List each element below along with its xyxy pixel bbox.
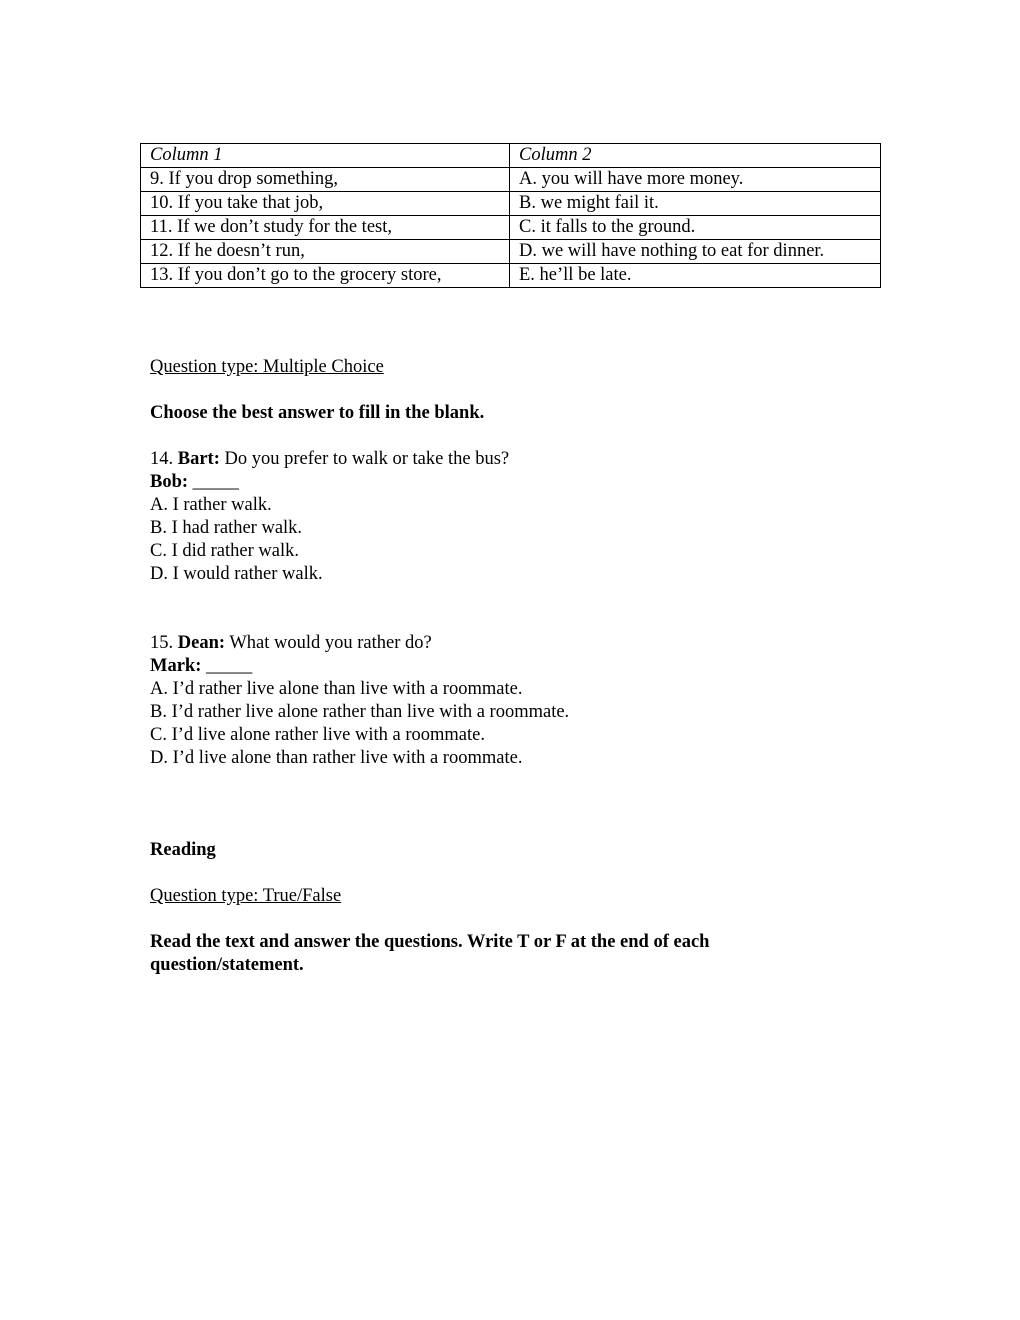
reading-instruction-line-1: Read the text and answer the questions. Write T or F at the end of each [150,932,710,952]
table-cell: C. it falls to the ground. [510,216,881,240]
table-cell: B. we might fail it. [510,192,881,216]
question-14 [150,448,870,586]
question-15 [150,632,870,770]
table-row [141,192,881,216]
question-15-option-c: C. I’d live alone rather live with a roommate. [150,725,485,745]
table-cell: A. you will have more money. [510,168,881,192]
question-14-prompt-line [150,448,870,471]
question-14-option-a: A. I rather walk. [150,495,272,515]
question-15-speaker-2: Mark: [150,656,202,676]
matching-table [140,143,881,288]
question-14-speaker-2: Bob: [150,472,189,492]
question-15-option-a: A. I’d rather live alone than live with a roommate. [150,679,523,699]
table-row [141,216,881,240]
table-cell: 9. If you drop something, [141,168,510,192]
question-14-option-b: B. I had rather walk. [150,518,303,538]
table-row [141,264,881,288]
reading-question-type [150,885,870,908]
table-row [141,240,881,264]
column-2-header: Column 2 [510,144,881,168]
question-14-prompt: Do you prefer to walk or take the bus? [224,449,510,469]
question-15-prompt-line [150,632,870,655]
question-14-speaker-1: Bart: [177,449,220,469]
question-14-answer-line [150,471,870,494]
reading-question-type-label: Question type: True/False [150,886,342,906]
question-15-speaker-1: Dean: [177,633,226,653]
question-15-blank: _____ [206,656,253,676]
question-14-number: 14. [150,449,174,469]
table-cell: E. he’ll be late. [510,264,881,288]
mc-instruction: Choose the best answer to fill in the blank. [150,403,485,423]
table-cell: 13. If you don’t go to the grocery store, [141,264,510,288]
reading-heading: Reading [150,840,216,860]
question-14-option-c: C. I did rather walk. [150,541,299,561]
question-15-option-d: D. I’d live alone than rather live with a roommate. [150,748,523,768]
question-15-answer-line [150,655,870,678]
table-cell: 10. If you take that job, [141,192,510,216]
column-1-header: Column 1 [141,144,510,168]
mc-question-type [150,356,870,379]
question-14-option-d: D. I would rather walk. [150,564,323,584]
question-15-number: 15. [150,633,174,653]
table-header-row [141,144,881,168]
table-cell: 11. If we don’t study for the test, [141,216,510,240]
table-row [141,168,881,192]
table-cell: 12. If he doesn’t run, [141,240,510,264]
reading-instruction-line-2: question/statement. [150,955,304,975]
question-15-option-b: B. I’d rather live alone rather than live with a roommate. [150,702,570,722]
table-cell: D. we will have nothing to eat for dinner. [510,240,881,264]
reading-instruction [150,931,870,977]
mc-question-type-label: Question type: Multiple Choice [150,357,384,377]
question-14-blank: _____ [192,472,239,492]
question-15-prompt: What would you rather do? [229,633,432,653]
